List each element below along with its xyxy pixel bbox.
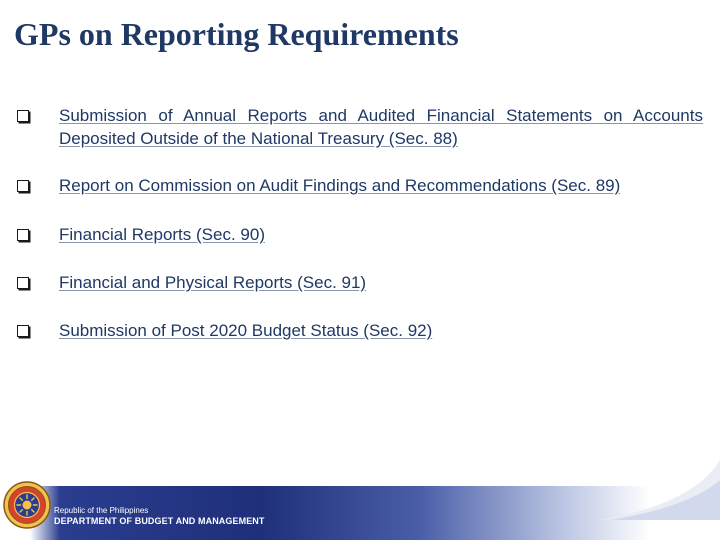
checkbox-bullet-icon — [17, 325, 29, 337]
footer-swoosh-decoration — [0, 460, 720, 540]
bullet-text: Financial Reports (Sec. 90) — [59, 225, 265, 244]
checkbox-bullet-icon — [17, 180, 29, 192]
footer-text — [54, 506, 265, 527]
bullet-item — [17, 271, 703, 294]
bullet-text: Financial and Physical Reports (Sec. 91) — [59, 273, 367, 292]
department-label: DEPARTMENT OF BUDGET AND MANAGEMENT — [54, 516, 265, 526]
republic-label: Republic of the Philippines — [54, 506, 149, 515]
bullet-text: Submission of Annual Reports and Audited Financial Statements on Accounts Deposited Outside of the National Treasury (Sec. 88) — [59, 106, 703, 148]
bullet-item — [17, 319, 703, 342]
checkbox-bullet-icon — [17, 110, 29, 122]
bullet-text: Submission of Post 2020 Budget Status (Sec. 92) — [59, 321, 433, 340]
checkbox-bullet-icon — [17, 277, 29, 289]
bullet-item — [17, 223, 703, 246]
dbm-seal-icon — [2, 480, 52, 530]
bullet-item — [17, 104, 703, 150]
bullet-item — [17, 174, 703, 197]
bullet-list — [17, 104, 703, 342]
checkbox-bullet-icon — [17, 229, 29, 241]
slide-title: GPs on Reporting Requirements — [14, 16, 459, 52]
bullet-text: Report on Commission on Audit Findings and Recommendations (Sec. 89) — [59, 176, 621, 195]
